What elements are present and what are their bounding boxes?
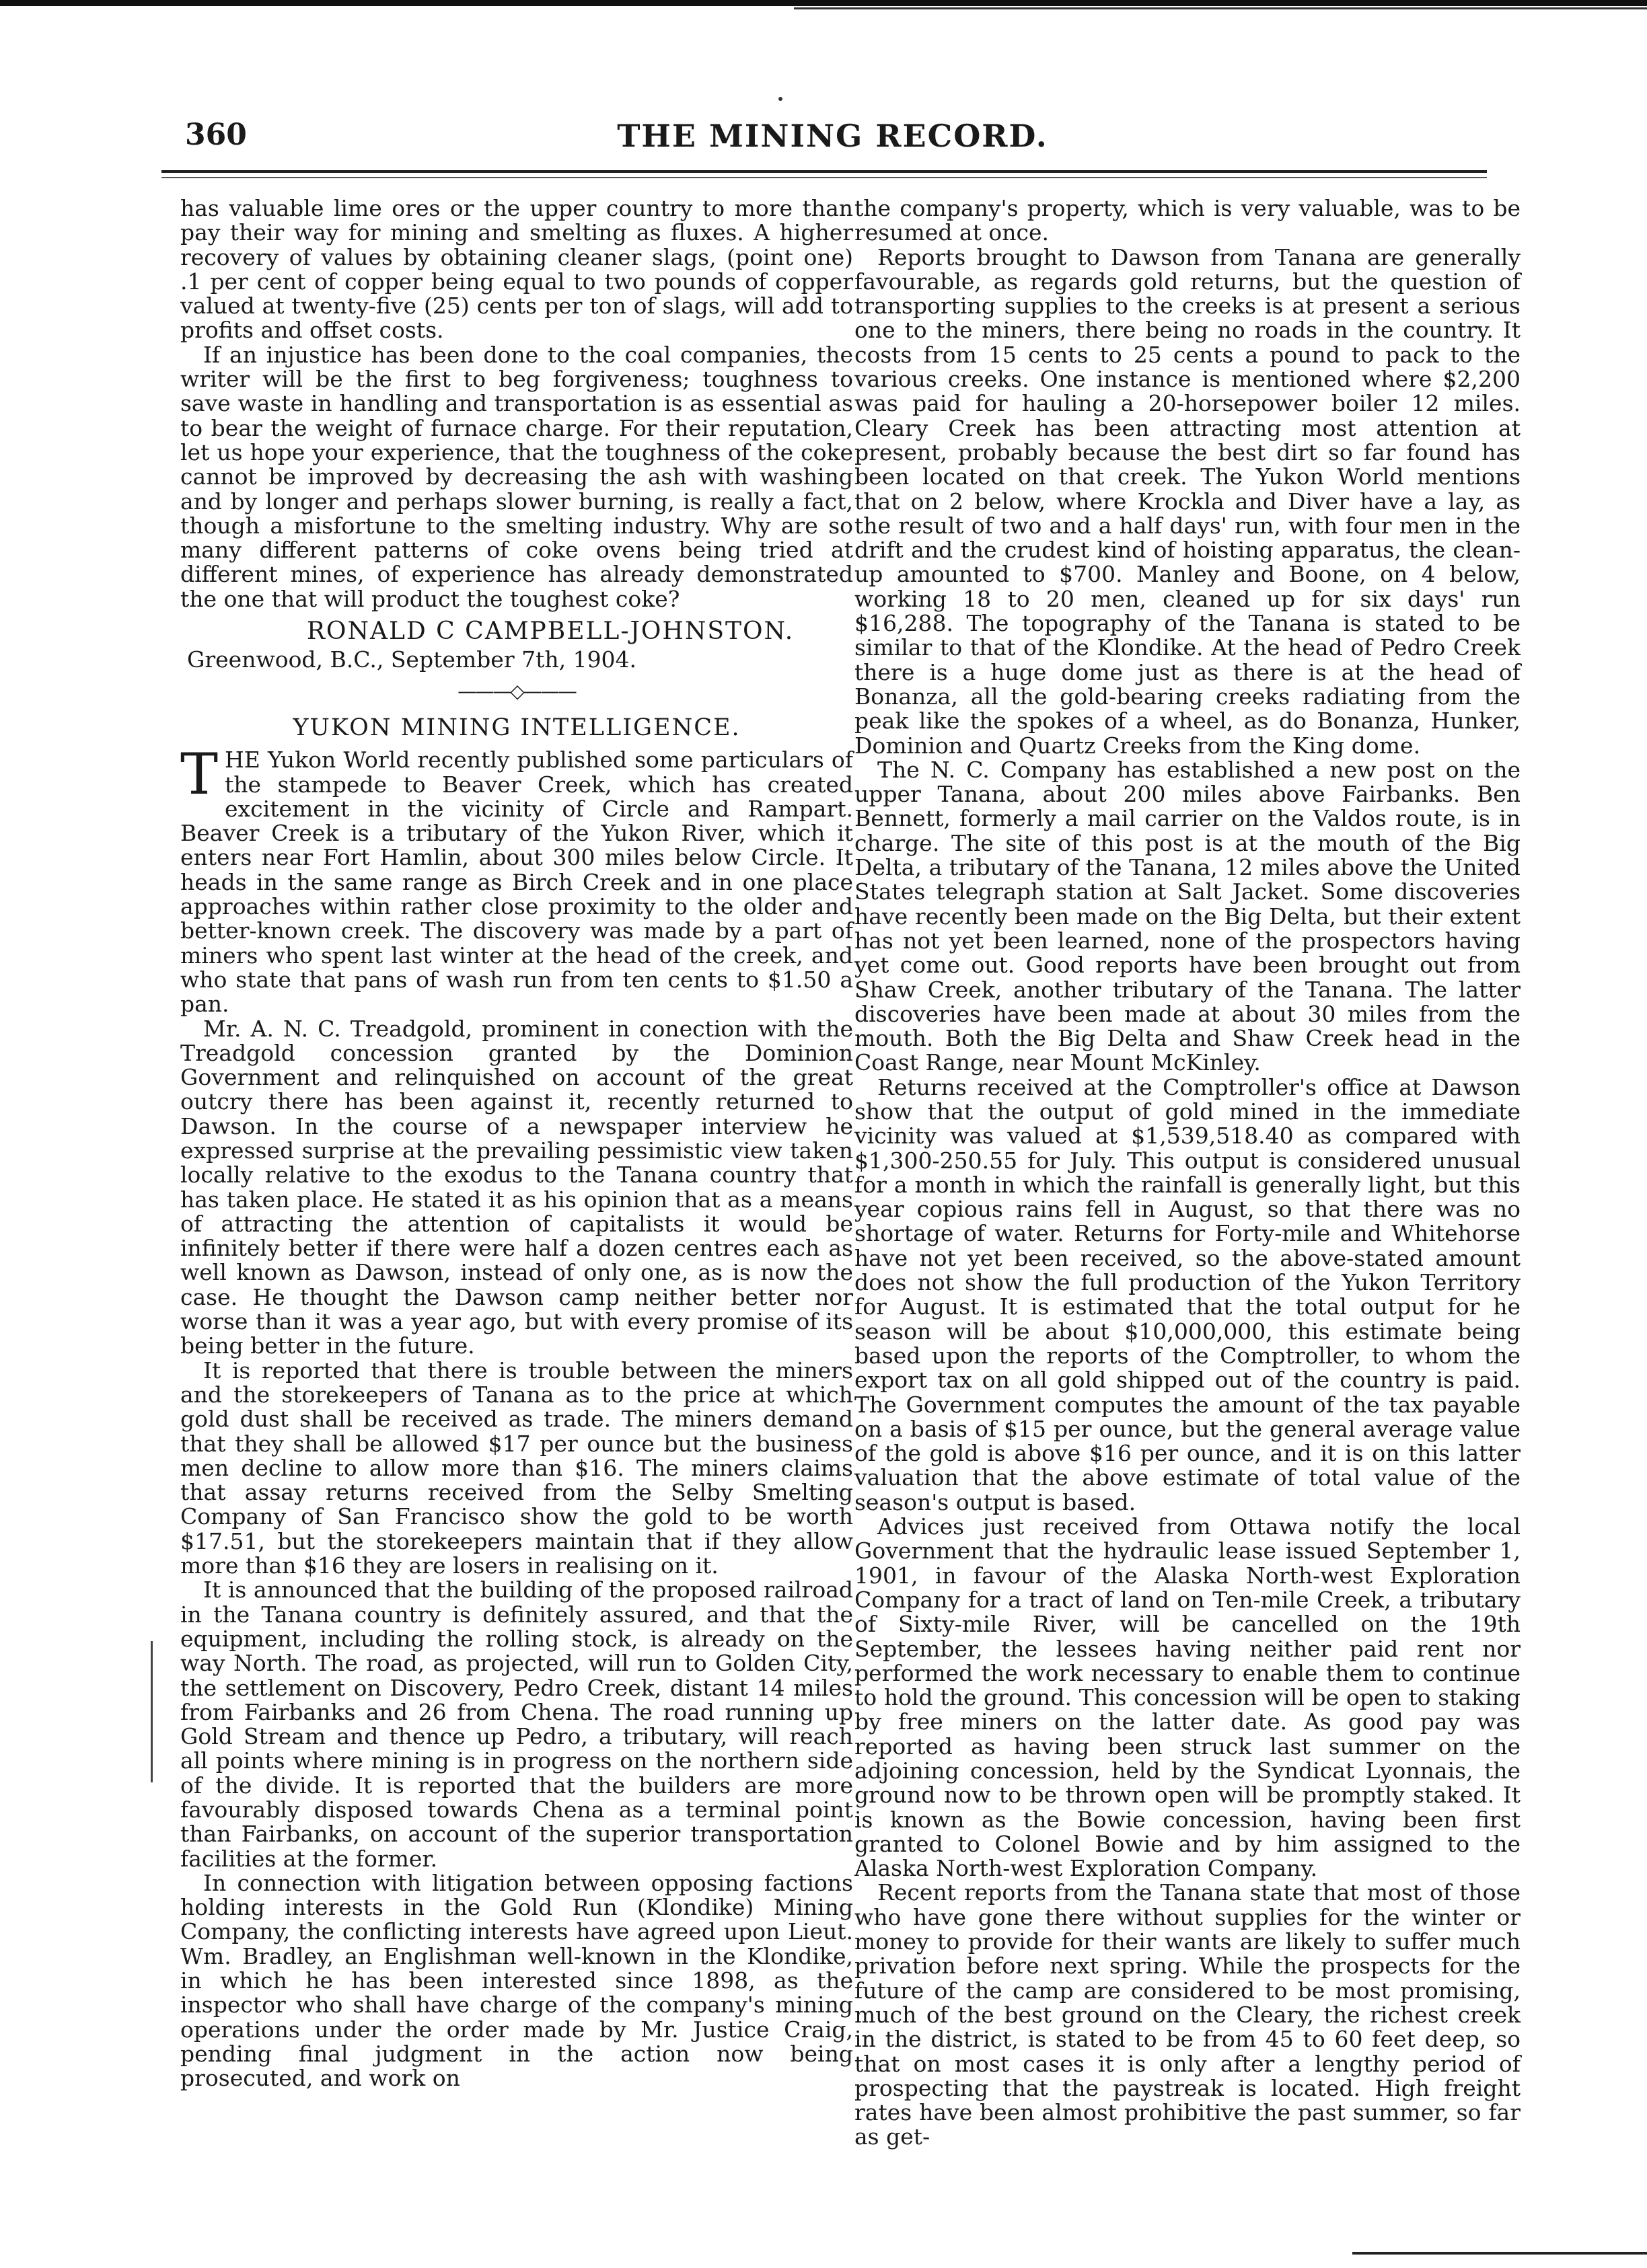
section-first-paragraph-text: HE Yukon World recently published some particulars of the stampede to Beaver Creek, which has created excitement in the vicinity of Circle and Rampart. Beaver Creek is a tributary of the Yukon River, which it enters near Fort Hamlin, about 300 miles below Circle. It heads in the same range as Birch Creek and in one place approaches within rather close proximity to the older and better-known creek. The discovery was made by a part of miners who spent last winter at the head of the creek, and who state that pans of wash run from ten cents to $1.50 a pan. <box>180 747 853 1018</box>
drop-cap: T <box>180 741 219 808</box>
margin-mark <box>151 1641 155 1782</box>
top-border-rule <box>0 0 1647 6</box>
header-rule <box>161 170 1487 173</box>
paragraph: Mr. A. N. C. Treadgold, prominent in conection with the Treadgold concession granted by the Dominion Government and relinquished on account of the great outcry there has been against it, recently returned to Dawson. In the course of a newspaper interview he expressed surprise at the prevailing pessimistic view taken locally relative to the exodus to the Tanana country that has taken place. He stated it as his opinion that as a means of attracting the attention of capitalists it would be infinitely better if there were half a dozen centres each as well known as Dawson, instead of only one, as is now the case. He thought the Dawson camp neither better nor worse than it was a year ago, but with every promise of its being better in the future. <box>180 1015 853 1359</box>
bottom-rule <box>1352 2252 1647 2255</box>
paragraph: If an injustice has been done to the coal companies, the writer will be the first to beg forgiveness; toughness to save waste in handling and transportation is as essential as to bear the weight of furnace charge. For their reputation, let us hope your experience, that the toughness of the coke cannot be improved by decreasing the ash with washing and by longer and perhaps slower burning, is really a fact, though a misfortune to the smelting industry. Why are so many different patterns of coke ovens being tried at different mines, of experience has already demonstrated the one that will product the toughest coke? <box>180 341 853 612</box>
signature-place-date: Greenwood, B.C., September 7th, 1904. <box>187 646 637 673</box>
paragraph: Recent reports from the Tanana state that most of those who have gone there without supplies for the winter or money to provide for their wants are likely to suffer much privation before next spring. While the prospects for the future of the camp are considered to be most promising, much of the best ground on the Cleary, the richest creek in the district, is stated to be from 45 to 60 feet deep, so that on most cases it is only after a lengthy period of prospecting that the paystreak is located. High freight rates have been almost prohibitive the past summer, so far as get- <box>854 1879 1521 2150</box>
section-first-paragraph <box>180 741 853 1018</box>
paragraph: the company's property, which is very valuable, was to be resumed at once. <box>854 195 1521 246</box>
paragraph: has valuable lime ores or the upper country to more than pay their way for mining and smelting as fluxes. A higher recovery of values by obtaining cleaner slags, (point one) .1 per cent of copper being equal to two pounds of copper valued at twenty-five (25) cents per ton of slags, will add to profits and offset costs. <box>180 195 853 344</box>
page-number: 360 <box>185 118 247 152</box>
right-column <box>854 196 1521 2150</box>
paragraph: It is announced that the building of the proposed railroad in the Tanana country is definitely assured, and that the equipment, including the rolling stock, is already on the way North. The road, as projected, will run to Golden City, the settlement on Discovery, Pedro Creek, distant 14 miles from Fairbanks and 26 from Chena. The road running up Gold Stream and thence up Pedro, a tributary, will reach all points where mining is in progress on the northern side of the divide. It is reported that the builders are more favourably disposed towards Chena as a terminal point than Fairbanks, on account of the superior transportation facilities at the former. <box>180 1577 853 1872</box>
paragraph: Returns received at the Comptroller's office at Dawson show that the output of gold mined in the immediate vicinity was valued at $1,539,518.40 as compared with $1,300-250.55 for July. This output is considered unusual for a month in which the rainfall is generally light, but this year copious rains fell in August, so that there was no shortage of water. Returns for Forty-mile and Whitehorse have not yet been received, so the above-stated amount does not show the full production of the Yukon Territory for August. It is estimated that the total output for he season will be about $10,000,000, this estimate being based upon the reports of the Comptroller, to whom the export tax on all gold shipped out of the country is paid. The Government computes the amount of the tax payable on a basis of $15 per ounce, but the general average value of the gold is above $16 per ounce, and it is on this latter valuation that the above estimate of total value of the season's output is based. <box>854 1073 1521 1515</box>
left-column <box>180 196 853 2091</box>
page-header <box>185 118 1480 165</box>
section-divider-ornament: ———◇——— <box>458 679 576 702</box>
top-border-rule-secondary <box>794 7 1647 9</box>
paragraph: The N. C. Company has established a new post on the upper Tanana, about 200 miles above Fairbanks. Ben Bennett, formerly a mail carrier on the Valdos route, is in charge. The site of this post is at the mouth of the Big Delta, a tributary of the Tanana, 12 miles above the United States telegraph station at Salt Jacket. Some discoveries have recently been made on the Big Delta, but their extent has not yet been learned, none of the prospectors having yet come out. Good reports have been brought out from Shaw Creek, another tributary of the Tanana. The latter discoveries have been made at about 30 miles from the mouth. Both the Big Delta and Shaw Creek head in the Coast Range, near Mount McKinley. <box>854 756 1521 1076</box>
paragraph: Advices just received from Ottawa notify the local Government that the hydraulic lease issued September 1, 1901, in favour of the Alaska North-west Exploration Company for a tract of land on Ten-mile Creek, a tributary of Sixty-mile River, will be cancelled on the 19th September, the lessees having neither paid rent nor performed the work necessary to enable them to continue to hold the ground. This concession will be open to staking by free miners on the latter date. As good pay was reported as having been struck last summer on the adjoining concession, held by the Syndicat Lyonnais, the ground now to be thrown open will be promptly staked. It is known as the Bowie concession, having been first granted to Colonel Bowie and by him assigned to the Alaska North-west Exploration Company. <box>854 1513 1521 1882</box>
author-signature: RONALD C CAMPBELL-JOHNSTON. <box>306 617 795 646</box>
running-title: THE MINING RECORD. <box>617 118 1048 154</box>
section-title: YUKON MINING INTELLIGENCE. <box>293 714 741 741</box>
header-rule-thin <box>161 177 1487 178</box>
paragraph: It is reported that there is trouble between the miners and the storekeepers of Tanana as to the price at which gold dust shall be received as trade. The miners demand that they shall be allowed $17 per ounce but the business men decline to allow more than $16. The miners claims that assay returns received from the Selby Smelting Company of San Francisco show the gold to be worth $17.51, but the storekeepers maintain that if they allow more than $16 they are losers in realising on it. <box>180 1357 853 1579</box>
print-speck <box>778 97 782 101</box>
paragraph: Reports brought to Dawson from Tanana are generally favourable, as regards gold returns, but the question of transporting supplies to the creeks is at present a serious one to the miners, there being no roads in the country. It costs from 15 cents to 25 cents a pound to pack to the various creeks. One instance is mentioned where $2,200 was paid for hauling a 20-horsepower boiler 12 miles. Cleary Creek has been attracting most attention at present, probably because the best dirt so far found has been located on that creek. The Yukon World mentions that on 2 below, where Krockla and Diver have a lay, as the result of two and a half days' run, with four men in the drift and the crudest kind of hoisting apparatus, the clean-up amounted to $700. Manley and Boone, on 4 below, working 18 to 20 men, cleaned up for six days' run $16,288. The topography of the Tanana is stated to be similar to that of the Klondike. At the head of Pedro Creek there is a huge dome just as there is at the head of Bonanza, all the gold-bearing creeks radiating from the peak like the spokes of a wheel, as do Bonanza, Hunker, Dominion and Quartz Creeks from the King dome. <box>854 243 1521 759</box>
paragraph: In connection with litigation between opposing factions holding interests in the Gold Run (Klondike) Mining Company, the conflicting interests have agreed upon Lieut. Wm. Bradley, an Englishman well-known in the Klondike, in which he has been interested since 1898, as the inspector who shall have charge of the company's mining operations under the order made by Mr. Justice Craig, pending final judgment in the action now being prosecuted, and work on <box>180 1869 853 2092</box>
